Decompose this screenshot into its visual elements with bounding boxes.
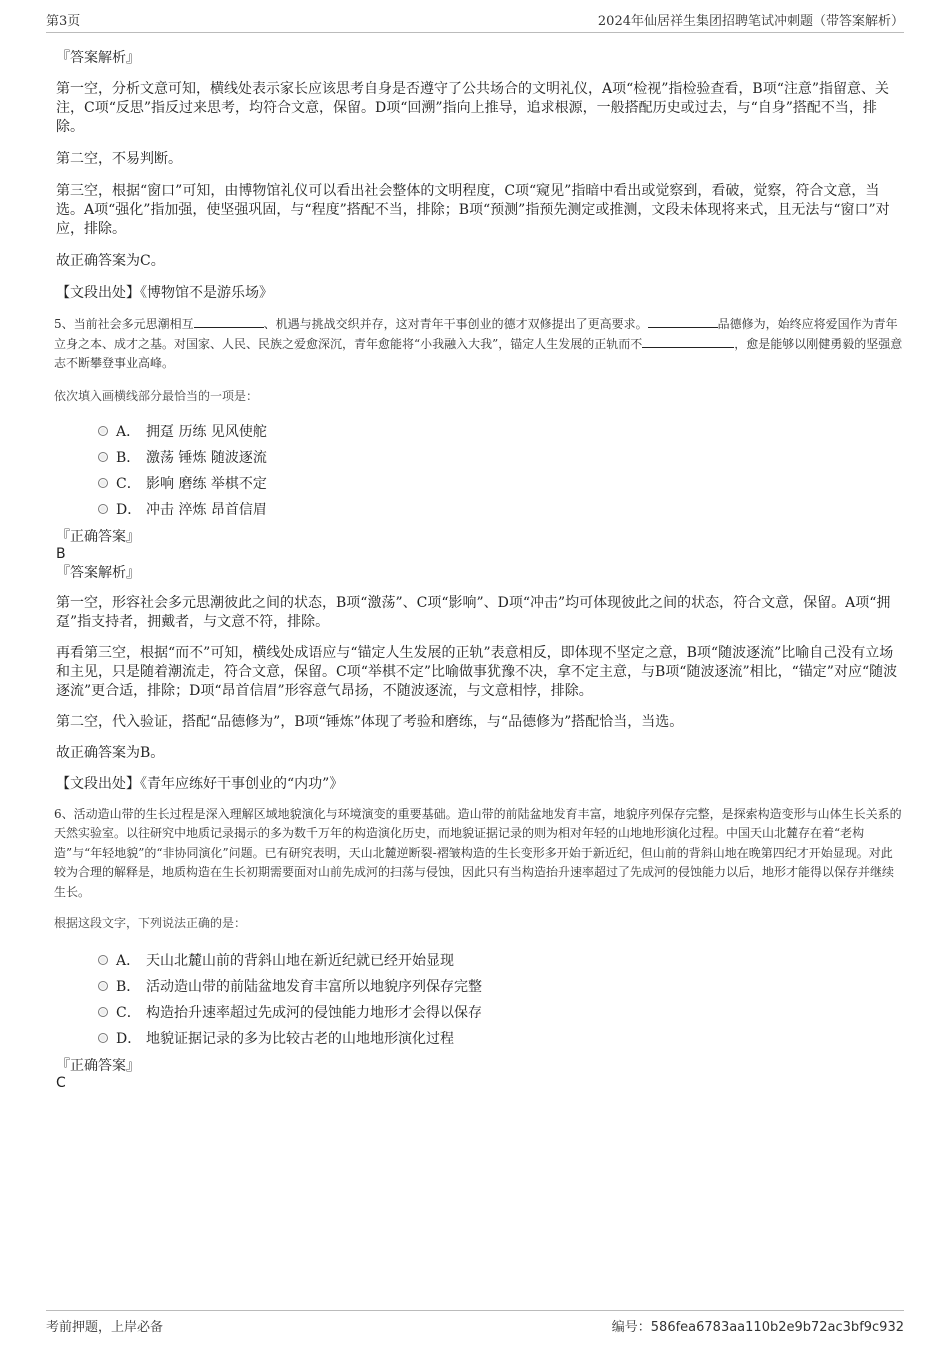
- q6-option-c[interactable]: C． 构造抬升速率超过先成河的侵蚀能力地形才会得以保存: [98, 999, 904, 1025]
- q5-option-a[interactable]: A． 拥趸 历练 见风使舵: [98, 418, 904, 444]
- q6-option-d[interactable]: D． 地貌证据记录的多为比较古老的山地地形演化过程: [98, 1025, 904, 1051]
- radio-button-icon[interactable]: [98, 1033, 108, 1043]
- q5-blank-3: [642, 336, 734, 348]
- q6-option-b[interactable]: B． 活动造山带的前陆盆地发育丰富所以地貌序列保存完整: [98, 973, 904, 999]
- q6-answer-tag: 『正确答案』: [56, 1058, 140, 1074]
- radio-button-icon[interactable]: [98, 1007, 108, 1017]
- q4-analysis-para: 第一空，分析文意可知，横线处表示家长应该思考自身是否遵守了公共场合的文明礼仪，A项“检视”指检验查看，B项“注意”指留意、关注，C项“反思”指反过来思考，均符合文意，保留。D项“回溯”指向上推导，追求根源，一般搭配历史或过去，与“自身”搭配不当，排除。: [56, 81, 890, 135]
- q5-option-d[interactable]: D． 冲击 淬炼 昂首信眉: [98, 496, 904, 522]
- q5-analysis-para: 第二空，代入验证，搭配“品德修为”，B项“锤炼”体现了考验和磨练，与“品德修为”搭配恰当，当选。: [56, 713, 684, 730]
- q5-prompt: 依次填入画横线部分最恰当的一项是：: [54, 388, 259, 403]
- q5-analysis-para: 故正确答案为B。: [56, 744, 165, 761]
- q5-options: [98, 418, 904, 522]
- q6-question: 6、活动造山带的生长过程是深入理解区域地貌演化与环境演变的重要基础。造山带的前陆盆地发育丰富，地貌序列保存完整，是探索构造变形与山体生长关系的天然实验室。以往研究中地质记录揭示的多为数千万年的构造演化历史，而地貌证据记录的则为相对年轻的山地地形演化过程。中国天山北麓存在着“老构造”与“年轻地貌”的“非协同演化”问题。已有研究表明，天山北麓逆断裂-褶皱构造的生长变形多开始于新近纪，但山前的背斜山地在晚第四纪才开始显现。对此较为合理的解释是，地质构造在生长初期需要面对山前先成河的扫荡与侵蚀，因此只有当构造抬升速率超过了先成河的侵蚀能力以后，地形才能得以保存并继续生长。: [54, 806, 902, 899]
- document-code: 编号：586fea6783aa110b2e9b72ac3bf9c932: [611, 1320, 904, 1335]
- radio-button-icon[interactable]: [98, 955, 108, 965]
- radio-button-icon[interactable]: [98, 426, 108, 436]
- q5-source: 【文段出处】《青年应练好干事创业的“内功”》: [56, 775, 344, 792]
- page-number: 第3页: [46, 14, 81, 29]
- q5-analysis-para: 第一空，形容社会多元思潮彼此之间的状态，B项“激荡”、C项“影响”、D项“冲击”均可体现彼此之间的状态，符合文意，保留。A项“拥趸”指支持者，拥戴者，与文意不符，排除。: [56, 594, 891, 630]
- q4-analysis-para: 故正确答案为C。: [56, 253, 165, 269]
- q5-text: 品德修为，始终应将爱国作为青年立身之本、成才之基。对国家、人民、民族之爱愈深沉，青年愈能将“小我融入大我”，锚定人生发展的正轨而不: [54, 317, 898, 351]
- document-title: 2024年仙居祥生集团招聘笔试冲刺题（带答案解析）: [597, 14, 904, 29]
- q5-analysis-tag: 『答案解析』: [56, 564, 140, 581]
- q5-option-b[interactable]: B． 激荡 锤炼 随波逐流: [98, 444, 904, 470]
- page-header: [46, 10, 904, 33]
- radio-button-icon[interactable]: [98, 452, 108, 462]
- page-content: [46, 40, 904, 1091]
- q5-text: ，愈是能够以刚健勇毅的坚强意志不断攀登事业高峰。: [54, 336, 903, 370]
- q5-text: 5、当前社会多元思潮相互: [54, 317, 194, 331]
- q4-analysis-para: 第二空，不易判断。: [56, 151, 182, 167]
- q6-option-a[interactable]: A． 天山北麓山前的背斜山地在新近纪就已经开始显现: [98, 947, 904, 973]
- q5-question: [54, 315, 904, 374]
- q4-analysis-tag: 『答案解析』: [56, 50, 140, 66]
- q4-analysis-para: 第三空，根据“窗口”可知，由博物馆礼仪可以看出社会整体的文明程度，C项“窥见”指暗中看出或觉察到，看破，觉察，符合文意，当选。A项“强化”指加强，使坚强巩固，与“程度”搭配不当，排除；B项“预测”指预先测定或推测，文段未体现将来式，且无法与“窗口”对应，排除。: [56, 183, 890, 237]
- q4-source: 【文段出处】《博物馆不是游乐场》: [56, 285, 273, 301]
- radio-button-icon[interactable]: [98, 478, 108, 488]
- q5-blank-1: [194, 316, 264, 328]
- q5-answer-tag: 『正确答案』: [56, 528, 140, 545]
- page-footer: [46, 1310, 904, 1335]
- q5-text: 、机遇与挑战交织并存，这对青年干事创业的德才双修提出了更高要求。: [263, 317, 648, 331]
- q6-prompt: 根据这段文字，下列说法正确的是：: [54, 916, 247, 930]
- q6-options: [98, 947, 904, 1051]
- q5-analysis-para: 再看第三空，根据“而不”可知，横线处成语应与“锚定人生发展的正轨”表意相反，即体现不坚定之意，B项“随波逐流”比喻自己没有立场和主见，只是随着潮流走，符合文意，保留。C项“举棋不定”比喻做事犹豫不决，拿不定主意，与B项“随波逐流”相比，“锚定”对应“随波逐流”更合适，排除；D项“昂首信眉”形容意气昂扬，不随波逐流，与文意相悖，排除。: [56, 644, 898, 699]
- radio-button-icon[interactable]: [98, 981, 108, 991]
- q5-option-c[interactable]: C． 影响 磨练 举棋不定: [98, 470, 904, 496]
- q6-answer: C: [56, 1075, 66, 1091]
- q5-answer: B: [56, 545, 66, 562]
- footer-slogan: 考前押题，上岸必备: [46, 1320, 164, 1335]
- radio-button-icon[interactable]: [98, 504, 108, 514]
- q5-blank-2: [648, 316, 718, 328]
